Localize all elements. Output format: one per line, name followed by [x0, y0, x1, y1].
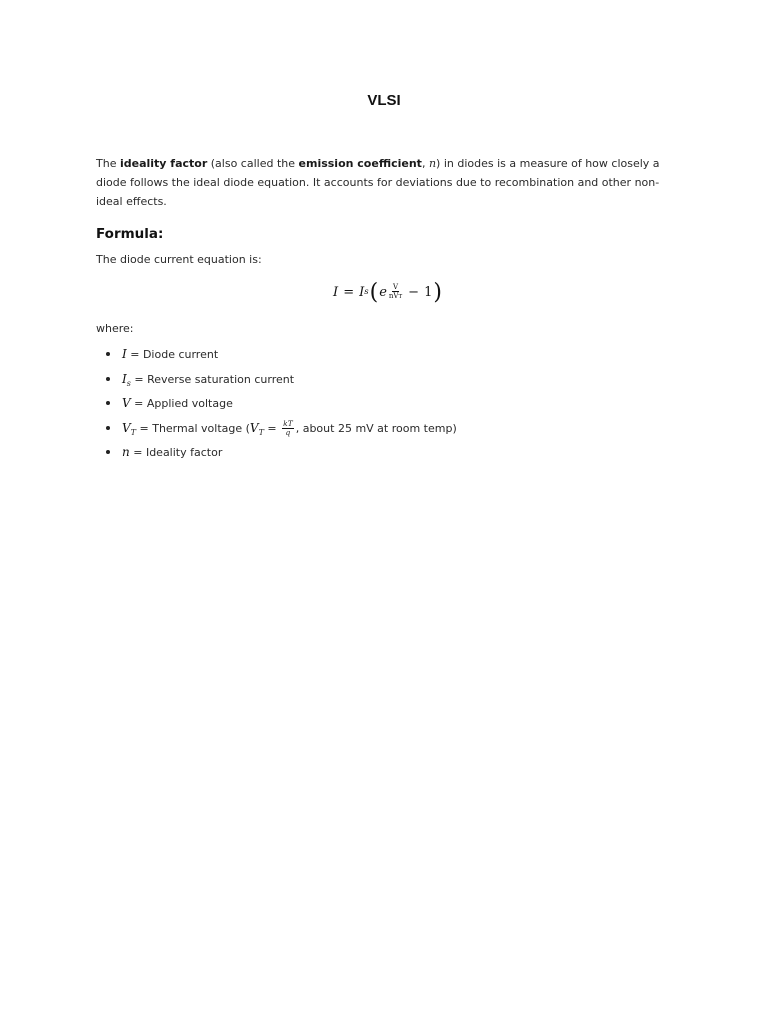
fraction-denominator: q: [285, 428, 291, 437]
variable-list: [96, 342, 680, 465]
intro-text-4: ) in diodes is a measure of how closely a diode follows the ideal diode equation. It accounts for deviations due to recombination and other non-ideal effects.: [96, 157, 660, 208]
var-symbol: I: [122, 371, 127, 386]
document-body: [96, 154, 680, 465]
thermal-fraction: [282, 420, 294, 437]
list-item: [96, 367, 680, 392]
eq-is-sub: s: [364, 286, 369, 297]
var-symbol: I: [122, 347, 127, 361]
eq-equals: =: [343, 284, 355, 300]
eq-exp-den-sub: T: [398, 294, 403, 300]
document-title: VLSI: [367, 92, 401, 109]
bullet-icon: [106, 401, 110, 405]
term-emission-coefficient: emission coefficient: [298, 157, 422, 170]
inline-symbol: V: [249, 420, 259, 435]
list-item: [96, 342, 680, 367]
eq-minus: −: [408, 284, 420, 300]
bullet-icon: [106, 352, 110, 356]
diode-equation: [96, 275, 680, 309]
eq-open-paren: (: [369, 280, 379, 305]
eq-one: 1: [424, 284, 433, 300]
list-item: [96, 440, 680, 465]
var-desc: = Reverse saturation current: [130, 372, 295, 386]
var-desc: = Applied voltage: [130, 397, 233, 410]
bullet-icon: [106, 377, 110, 381]
bullet-icon: [106, 426, 110, 430]
list-item: [96, 391, 680, 416]
eq-exp-den-main: nV: [388, 292, 399, 300]
intro-text-2: (also called the: [207, 157, 299, 170]
intro-paragraph: [96, 154, 680, 211]
eq-exp-numerator: V: [393, 283, 399, 291]
fraction-numerator: kT: [283, 419, 293, 428]
inline-subscript: T: [258, 427, 264, 437]
where-label: where:: [96, 322, 134, 335]
var-symbol: n: [122, 445, 130, 459]
intro-text-3: ,: [421, 157, 429, 170]
formula-heading: Formula:: [96, 226, 164, 242]
eq-lhs: I: [333, 284, 339, 300]
term-ideality-factor: ideality factor: [119, 157, 208, 170]
eq-is: I: [359, 284, 365, 300]
var-symbol: V: [122, 420, 131, 435]
var-desc: = Thermal voltage (: [136, 421, 250, 435]
var-symbol: V: [122, 396, 131, 410]
eq-close-paren: ): [433, 280, 442, 305]
symbol-n: n: [428, 157, 437, 170]
eq-exp-denominator: [388, 292, 403, 301]
bullet-icon: [106, 450, 110, 454]
formula-lead: The diode current equation is:: [96, 253, 262, 266]
eq-exponent: [388, 283, 403, 301]
var-subscript: T: [130, 427, 137, 437]
var-desc: = Diode current: [126, 348, 219, 361]
var-subscript: s: [126, 378, 131, 388]
list-item: [96, 416, 680, 441]
intro-text-1: The: [96, 157, 120, 170]
var-desc-tail: , about 25 mV at room temp): [295, 421, 457, 435]
var-desc: = Ideality factor: [129, 446, 223, 459]
eq-base-e: e: [379, 284, 387, 300]
inline-equals: =: [263, 421, 281, 435]
